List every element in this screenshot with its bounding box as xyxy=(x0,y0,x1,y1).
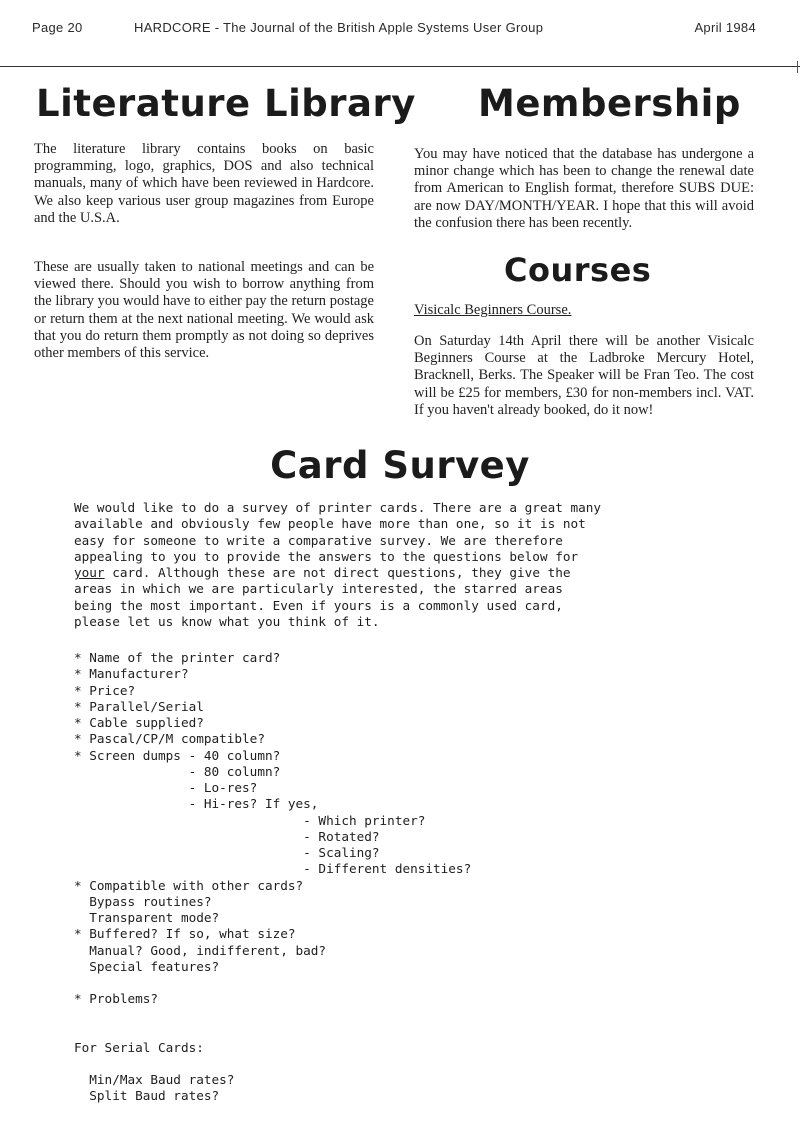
membership-paragraph: You may have noticed that the database has undergone a minor change which has been to change the renewal date from American to English format, therefore SUBS DUE: are now DAY/MONTH/YEAR. I hope that this will avoid the confusion there has been recently. xyxy=(414,146,754,231)
card-survey-questions: * Name of the printer card? * Manufacturer? * Price? * Parallel/Serial * Cable supplied? * Pascal/CP/M compatible? * Screen dumps - 40 column? - 80 column? - Lo-res? - Hi-res? If yes, - Which printer? - Rotated? - Scaling? - Different densities? * Compatible with other cards? Bypass routines? Transparent mode? * Buffered? If so, what size? Manual? Good, indifferent, bad? Special features? xyxy=(74,650,472,974)
literature-paragraph-1: The literature library contains books on basic programming, logo, graphics, DOS and also technical manuals, many of which have been reviewed in Hardcore. We also keep various user group magazines from Europe and the U.S.A. xyxy=(34,141,374,226)
literature-paragraph-2: These are usually taken to national meetings and can be viewed there. Should you wish to borrow anything from the library you would have to either pay the return postage or return them at the next national meeting. We would ask that you do return them promptly as not doing so deprives other members of this service. xyxy=(34,259,374,362)
serial-cards-heading: For Serial Cards: xyxy=(74,1040,204,1055)
page-number: Page 20 xyxy=(32,20,83,35)
card-survey-heading: Card Survey xyxy=(270,444,530,487)
card-survey-problems: * Problems? xyxy=(74,991,159,1006)
courses-paragraph: On Saturday 14th April there will be another Visicalc Beginners Course at the Ladbroke Mercury Hotel, Bracknell, Berks. The Speaker will be Fran Teo. The cost will be £25 for members, £30 for non-members incl. VAT. If you haven't already booked, do it now! xyxy=(414,333,754,418)
literature-library-heading: Literature Library xyxy=(36,82,416,125)
serial-cards-questions: Min/Max Baud rates? Split Baud rates? xyxy=(89,1072,235,1104)
header-rule xyxy=(0,66,800,67)
courses-subheading: Visicalc Beginners Course. xyxy=(414,302,572,318)
margin-tick xyxy=(797,61,798,73)
membership-heading: Membership xyxy=(478,82,741,125)
issue-date: April 1984 xyxy=(694,20,756,35)
courses-heading: Courses xyxy=(504,251,652,289)
card-survey-intro: We would like to do a survey of printer cards. There are a great many available and obviously few people have more than one, so it is not easy for someone to write a comparative survey. We are therefore appealing to you to provide the answers to the questions below for your card. Although these are not direct questions, they give the areas in which we are particularly interested, the starred areas being the most important. Even if yours is a commonly used card, please let us know what you think of it. xyxy=(74,500,602,629)
journal-title: HARDCORE - The Journal of the British Apple Systems User Group xyxy=(134,20,544,35)
